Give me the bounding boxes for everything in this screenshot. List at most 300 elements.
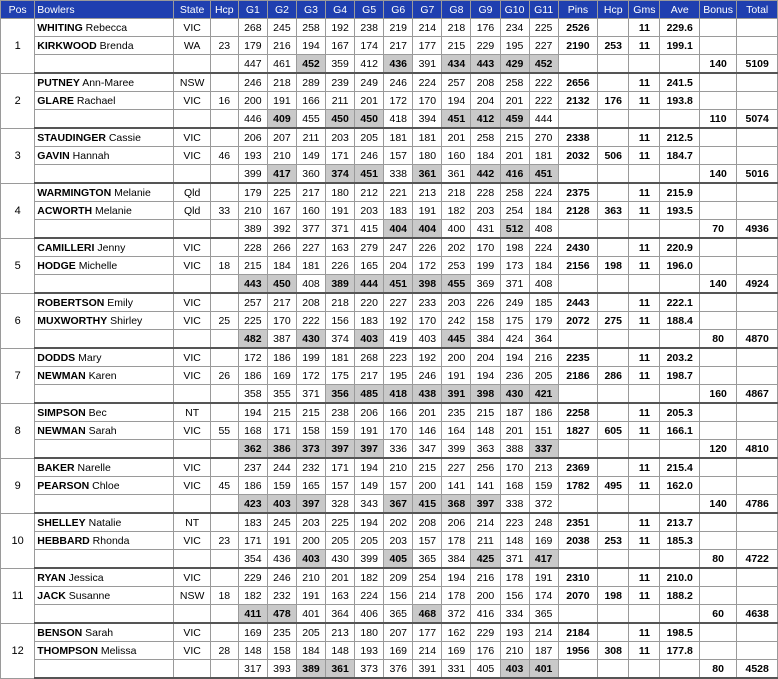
game-score: 159 <box>326 422 355 440</box>
bonus-value: 140 <box>699 275 736 294</box>
total-cell <box>737 293 778 312</box>
state-cell: VIC <box>174 367 210 385</box>
column-header: Pos <box>1 1 35 19</box>
game-total: 373 <box>355 660 384 679</box>
game-total: 364 <box>529 330 558 349</box>
game-score: 195 <box>384 367 413 385</box>
position-cell: 1 <box>1 19 35 74</box>
games-cell: 11 <box>629 568 660 587</box>
bonus-cell <box>699 623 736 642</box>
game-score: 201 <box>442 128 471 147</box>
blank-cell <box>210 165 238 184</box>
game-score: 168 <box>238 422 267 440</box>
game-total: 399 <box>355 550 384 569</box>
game-score: 217 <box>355 367 384 385</box>
game-score: 170 <box>267 312 296 330</box>
player-row <box>1 257 778 275</box>
pins-cell: 2235 <box>558 348 597 367</box>
game-total: 485 <box>355 385 384 404</box>
game-score: 141 <box>471 477 500 495</box>
bowler-surname: HODGE <box>37 259 76 272</box>
pins-cell: 2310 <box>558 568 597 587</box>
game-total: 363 <box>471 440 500 459</box>
game-total: 430 <box>500 385 529 404</box>
blank-cell <box>210 550 238 569</box>
game-score: 201 <box>500 422 529 440</box>
bowler-name <box>35 73 174 92</box>
state-cell: VIC <box>174 257 210 275</box>
game-score: 186 <box>267 348 296 367</box>
team-hcp-cell <box>210 513 238 532</box>
game-score: 186 <box>238 367 267 385</box>
hcp-cell <box>598 458 629 477</box>
total-cell <box>737 367 778 385</box>
game-total: 403 <box>500 660 529 679</box>
player-row <box>1 19 778 37</box>
hcp-cell: 286 <box>598 367 629 385</box>
average-cell: 193.8 <box>660 92 699 110</box>
bowler-name <box>35 403 174 422</box>
game-score: 246 <box>384 73 413 92</box>
game-score: 279 <box>355 238 384 257</box>
game-score: 227 <box>529 37 558 55</box>
bonus-cell <box>699 348 736 367</box>
blank-cell <box>210 55 238 74</box>
pins-cell: 1956 <box>558 642 597 660</box>
game-score: 227 <box>442 458 471 477</box>
game-total: 436 <box>384 55 413 74</box>
column-header: Gms <box>629 1 660 19</box>
pins-cell: 2351 <box>558 513 597 532</box>
game-score: 191 <box>326 202 355 220</box>
game-score: 181 <box>296 257 325 275</box>
game-score: 170 <box>413 312 442 330</box>
game-score: 211 <box>296 128 325 147</box>
bowler-firstname: Shirley <box>107 314 143 327</box>
bowler-firstname: Melanie <box>92 204 132 217</box>
game-score: 177 <box>413 623 442 642</box>
game-total: 446 <box>238 110 267 129</box>
total-cell <box>737 73 778 92</box>
game-score: 183 <box>238 513 267 532</box>
bowler-surname: MUXWORTHY <box>37 314 108 327</box>
position-cell: 10 <box>1 513 35 568</box>
team-total-row <box>1 385 778 404</box>
bowler-surname: WHITING <box>37 21 83 34</box>
blank-cell <box>660 550 699 569</box>
blank-cell <box>629 385 660 404</box>
game-score: 183 <box>384 202 413 220</box>
game-score: 200 <box>238 92 267 110</box>
game-score: 217 <box>296 183 325 202</box>
game-score: 156 <box>384 587 413 605</box>
game-score: 185 <box>529 293 558 312</box>
game-score: 248 <box>529 513 558 532</box>
game-score: 223 <box>500 513 529 532</box>
position-cell: 5 <box>1 238 35 293</box>
game-total: 442 <box>471 165 500 184</box>
game-score: 225 <box>267 183 296 202</box>
game-score: 225 <box>238 312 267 330</box>
game-score: 205 <box>355 532 384 550</box>
hcp-cell <box>598 73 629 92</box>
game-score: 200 <box>471 587 500 605</box>
game-score: 268 <box>238 19 267 37</box>
games-cell: 11 <box>629 92 660 110</box>
game-score: 191 <box>267 92 296 110</box>
game-score: 208 <box>296 293 325 312</box>
pins-cell: 2430 <box>558 238 597 257</box>
bowler-surname: BAKER <box>37 461 75 474</box>
hcp-cell: 363 <box>598 202 629 220</box>
game-score: 215 <box>267 403 296 422</box>
game-score: 151 <box>529 422 558 440</box>
game-total: 394 <box>413 110 442 129</box>
pins-cell: 2072 <box>558 312 597 330</box>
game-score: 226 <box>471 293 500 312</box>
blank-cell <box>174 330 210 349</box>
bonus-cell <box>699 532 736 550</box>
blank-cell <box>35 220 174 239</box>
game-score: 225 <box>529 19 558 37</box>
game-total: 356 <box>326 385 355 404</box>
bowler-surname: ACWORTH <box>37 204 93 217</box>
bowler-surname: THOMPSON <box>37 644 98 657</box>
games-cell: 11 <box>629 238 660 257</box>
bowler-surname: SIMPSON <box>37 406 86 419</box>
game-score: 216 <box>267 37 296 55</box>
blank-cell <box>210 385 238 404</box>
column-header: G2 <box>267 1 296 19</box>
game-score: 204 <box>471 348 500 367</box>
game-score: 203 <box>326 128 355 147</box>
game-score: 178 <box>442 532 471 550</box>
game-score: 215 <box>500 128 529 147</box>
game-total: 450 <box>267 275 296 294</box>
game-score: 187 <box>529 642 558 660</box>
game-score: 257 <box>442 73 471 92</box>
bonus-value: 80 <box>699 330 736 349</box>
team-total-row <box>1 440 778 459</box>
total-cell <box>737 403 778 422</box>
game-score: 233 <box>413 293 442 312</box>
game-total: 451 <box>355 165 384 184</box>
game-total: 360 <box>296 165 325 184</box>
hcp-cell <box>598 238 629 257</box>
blank-cell <box>598 110 629 129</box>
game-total: 389 <box>238 220 267 239</box>
blank-cell <box>660 385 699 404</box>
game-score: 170 <box>384 422 413 440</box>
average-cell: 162.0 <box>660 477 699 495</box>
bonus-value: 60 <box>699 605 736 624</box>
position-cell: 7 <box>1 348 35 403</box>
bowler-firstname: Sarah <box>82 626 114 639</box>
game-score: 194 <box>442 568 471 587</box>
game-score: 270 <box>529 128 558 147</box>
blank-cell <box>598 660 629 679</box>
player-row <box>1 293 778 312</box>
bonus-cell <box>699 403 736 422</box>
grand-total: 4722 <box>737 550 778 569</box>
game-score: 194 <box>500 348 529 367</box>
game-score: 192 <box>326 19 355 37</box>
game-score: 201 <box>326 568 355 587</box>
player-row <box>1 312 778 330</box>
game-score: 165 <box>296 477 325 495</box>
game-total: 478 <box>267 605 296 624</box>
game-score: 232 <box>296 458 325 477</box>
game-score: 226 <box>326 257 355 275</box>
bowler-firstname: Rebecca <box>82 21 128 34</box>
game-score: 160 <box>296 202 325 220</box>
game-score: 208 <box>413 513 442 532</box>
game-score: 181 <box>413 128 442 147</box>
game-score: 168 <box>500 477 529 495</box>
team-hcp-cell <box>210 623 238 642</box>
pins-cell: 2184 <box>558 623 597 642</box>
game-total: 376 <box>384 660 413 679</box>
team-hcp-cell: 25 <box>210 312 238 330</box>
game-total: 399 <box>442 440 471 459</box>
game-score: 174 <box>355 37 384 55</box>
game-score: 160 <box>442 147 471 165</box>
game-score: 217 <box>384 37 413 55</box>
game-score: 209 <box>384 568 413 587</box>
game-score: 206 <box>355 403 384 422</box>
blank-cell <box>210 660 238 679</box>
blank-cell <box>629 660 660 679</box>
bonus-value: 110 <box>699 110 736 129</box>
game-score: 171 <box>326 147 355 165</box>
game-total: 444 <box>529 110 558 129</box>
bowler-firstname: Melissa <box>97 644 137 657</box>
blank-cell <box>629 550 660 569</box>
game-score: 170 <box>471 238 500 257</box>
bowler-name <box>35 19 174 37</box>
blank-cell <box>629 220 660 239</box>
average-cell: 215.4 <box>660 458 699 477</box>
game-total: 418 <box>384 110 413 129</box>
position-cell: 12 <box>1 623 35 678</box>
blank-cell <box>174 165 210 184</box>
game-score: 174 <box>529 587 558 605</box>
column-header: Bowlers <box>35 1 174 19</box>
games-cell: 11 <box>629 19 660 37</box>
game-score: 258 <box>296 19 325 37</box>
game-total: 373 <box>296 440 325 459</box>
total-cell <box>737 532 778 550</box>
team-hcp-cell: 46 <box>210 147 238 165</box>
total-cell <box>737 312 778 330</box>
game-score: 203 <box>384 532 413 550</box>
average-cell: 220.9 <box>660 238 699 257</box>
game-score: 203 <box>296 513 325 532</box>
game-score: 221 <box>384 183 413 202</box>
game-score: 242 <box>442 312 471 330</box>
blank-cell <box>660 660 699 679</box>
game-score: 200 <box>296 532 325 550</box>
game-score: 181 <box>326 348 355 367</box>
average-cell: 241.5 <box>660 73 699 92</box>
state-cell: VIC <box>174 568 210 587</box>
game-total: 371 <box>296 385 325 404</box>
player-row <box>1 458 778 477</box>
game-total: 416 <box>500 165 529 184</box>
game-total: 443 <box>471 55 500 74</box>
total-cell <box>737 587 778 605</box>
blank-cell <box>35 660 174 679</box>
blank-cell <box>558 605 597 624</box>
game-score: 207 <box>267 128 296 147</box>
game-total: 451 <box>529 165 558 184</box>
total-cell <box>737 513 778 532</box>
state-cell: VIC <box>174 422 210 440</box>
hcp-cell: 275 <box>598 312 629 330</box>
team-hcp-cell <box>210 19 238 37</box>
game-total: 436 <box>267 550 296 569</box>
bonus-cell <box>699 458 736 477</box>
average-cell: 210.0 <box>660 568 699 587</box>
column-header: G8 <box>442 1 471 19</box>
game-score: 257 <box>238 293 267 312</box>
average-cell: 222.1 <box>660 293 699 312</box>
games-cell: 11 <box>629 293 660 312</box>
game-score: 172 <box>384 92 413 110</box>
blank-cell <box>660 55 699 74</box>
state-cell: VIC <box>174 128 210 147</box>
bonus-value: 140 <box>699 495 736 514</box>
grand-total: 4867 <box>737 385 778 404</box>
game-score: 245 <box>267 513 296 532</box>
game-score: 149 <box>296 147 325 165</box>
bowler-name <box>35 183 174 202</box>
game-total: 393 <box>267 660 296 679</box>
bowler-firstname: Brenda <box>96 39 134 52</box>
game-score: 237 <box>238 458 267 477</box>
game-total: 400 <box>442 220 471 239</box>
bowler-surname: RYAN <box>37 571 66 584</box>
game-total: 452 <box>296 55 325 74</box>
game-total: 391 <box>413 660 442 679</box>
blank-cell <box>174 495 210 514</box>
blank-cell <box>558 330 597 349</box>
game-score: 199 <box>296 348 325 367</box>
player-row <box>1 422 778 440</box>
average-cell: 185.3 <box>660 532 699 550</box>
game-score: 214 <box>529 623 558 642</box>
game-score: 266 <box>267 238 296 257</box>
game-total: 408 <box>529 220 558 239</box>
average-cell: 198.5 <box>660 623 699 642</box>
blank-cell <box>629 440 660 459</box>
game-total: 371 <box>326 220 355 239</box>
game-score: 214 <box>413 19 442 37</box>
game-total: 405 <box>471 660 500 679</box>
hcp-cell <box>598 513 629 532</box>
team-hcp-cell: 26 <box>210 367 238 385</box>
bonus-value: 70 <box>699 220 736 239</box>
game-score: 245 <box>267 19 296 37</box>
hcp-cell <box>598 293 629 312</box>
blank-cell <box>210 605 238 624</box>
game-total: 399 <box>238 165 267 184</box>
game-score: 180 <box>326 183 355 202</box>
total-cell <box>737 623 778 642</box>
state-cell: VIC <box>174 532 210 550</box>
results-body <box>1 19 778 679</box>
blank-cell <box>660 440 699 459</box>
game-score: 158 <box>471 312 500 330</box>
blank-cell <box>629 165 660 184</box>
game-score: 253 <box>442 257 471 275</box>
blank-cell <box>210 220 238 239</box>
total-cell <box>737 19 778 37</box>
game-score: 222 <box>529 73 558 92</box>
game-score: 215 <box>471 403 500 422</box>
game-score: 225 <box>326 513 355 532</box>
pins-cell: 2443 <box>558 293 597 312</box>
state-cell: Qld <box>174 183 210 202</box>
total-cell <box>737 348 778 367</box>
game-total: 367 <box>384 495 413 514</box>
team-total-row <box>1 165 778 184</box>
game-score: 218 <box>442 19 471 37</box>
game-score: 213 <box>529 458 558 477</box>
game-score: 184 <box>471 147 500 165</box>
game-score: 218 <box>326 293 355 312</box>
game-total: 359 <box>326 55 355 74</box>
blank-cell <box>174 110 210 129</box>
game-score: 148 <box>238 642 267 660</box>
game-total: 401 <box>529 660 558 679</box>
game-score: 208 <box>471 73 500 92</box>
game-total: 445 <box>442 330 471 349</box>
game-total: 409 <box>267 110 296 129</box>
game-score: 205 <box>326 532 355 550</box>
game-score: 157 <box>413 532 442 550</box>
team-total-row <box>1 495 778 514</box>
game-score: 232 <box>267 587 296 605</box>
player-row <box>1 92 778 110</box>
blank-cell <box>598 605 629 624</box>
position-cell: 11 <box>1 568 35 623</box>
average-cell: 177.8 <box>660 642 699 660</box>
game-score: 178 <box>500 568 529 587</box>
games-cell: 11 <box>629 183 660 202</box>
games-cell: 11 <box>629 458 660 477</box>
game-total: 388 <box>500 440 529 459</box>
game-total: 438 <box>413 385 442 404</box>
bowler-surname: STAUDINGER <box>37 131 106 144</box>
game-total: 403 <box>296 550 325 569</box>
bonus-cell <box>699 73 736 92</box>
player-row <box>1 73 778 92</box>
column-header: G1 <box>238 1 267 19</box>
game-total: 455 <box>296 110 325 129</box>
blank-cell <box>629 55 660 74</box>
game-score: 148 <box>326 642 355 660</box>
game-total: 389 <box>326 275 355 294</box>
hcp-cell <box>598 19 629 37</box>
game-score: 159 <box>529 477 558 495</box>
game-score: 258 <box>500 183 529 202</box>
game-score: 256 <box>471 458 500 477</box>
game-score: 254 <box>413 568 442 587</box>
game-score: 210 <box>267 147 296 165</box>
game-score: 187 <box>500 403 529 422</box>
bonus-value: 140 <box>699 165 736 184</box>
